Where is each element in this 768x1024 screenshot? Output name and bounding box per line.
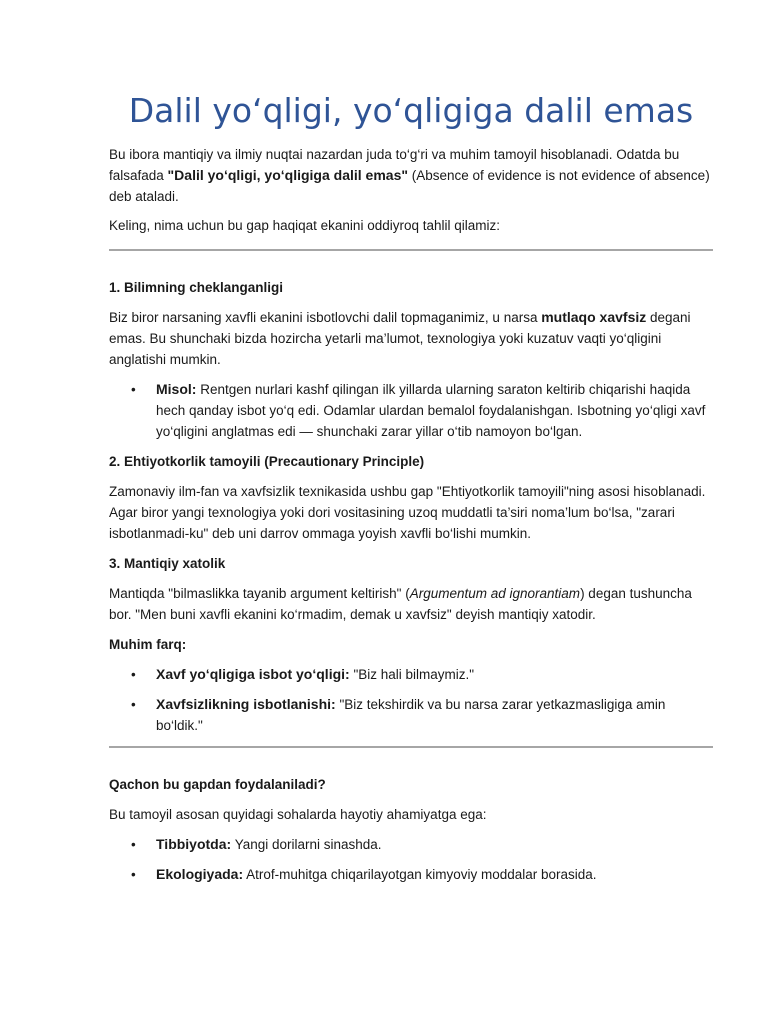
section1-text-before: Biz biror narsaning xavfli ekanini isbotlovchi dalil topmaganimiz, u narsa	[109, 310, 542, 325]
section3-heading: 3. Mantiqiy xatolik	[109, 556, 226, 571]
lead-paragraph: Keling, nima uchun bu gap haqiqat ekanini oddiyroq tahlil qilamiz:	[109, 218, 500, 233]
usage-paragraph: Bu tamoyil asosan quyidagi sohalarda hayotiy ahamiyatga ega:	[109, 807, 487, 822]
horizontal-rule	[109, 249, 713, 251]
section1-heading: 1. Bilimning cheklanganligi	[109, 280, 284, 295]
bullet-icon: •	[131, 837, 136, 852]
bullet-icon: •	[131, 667, 136, 682]
list-item-term: Xavf yo‘qligiga isbot yo‘qligi:	[156, 666, 350, 682]
section2-heading: 2. Ehtiyotkorlik tamoyili (Precautionary Principle)	[109, 454, 425, 469]
intro-bold-phrase: "Dalil yo‘qligi, yo‘qligiga dalil emas"	[167, 167, 408, 183]
section3-paragraph	[109, 583, 713, 625]
section1-list	[109, 379, 713, 442]
section1-text-after: degani emas. Bu shunchaki bizda hozircha yetarli ma’lumot, texnologiya yoki kuzatuv vaqti yo‘qligini anglatishi mumkin.	[109, 310, 691, 367]
difference-heading: Muhim farq:	[109, 637, 187, 652]
list-item-term: Misol:	[156, 381, 197, 397]
section3-text-before: Mantiqda "bilmaslikka tayanib argument keltirish" (	[109, 586, 410, 601]
list-item	[109, 664, 713, 685]
list-item	[109, 864, 713, 885]
bullet-icon: •	[131, 382, 136, 397]
bullet-icon: •	[131, 867, 136, 882]
horizontal-rule	[109, 746, 713, 748]
list-item-text: Atrof-muhitga chiqarilayotgan kimyoviy moddalar borasida.	[243, 867, 597, 882]
list-item-text: Yangi dorilarni sinashda.	[231, 837, 382, 852]
list-item	[109, 834, 713, 855]
list-item	[109, 694, 713, 736]
list-item-text: "Biz hali bilmaymiz."	[349, 667, 475, 682]
section1-bold-phrase: mutlaqo xavfsiz	[541, 309, 647, 325]
list-item-term: Tibbiyotda:	[156, 836, 232, 852]
list-item-term: Xavfsizlikning isbotlanishi:	[156, 696, 336, 712]
document-title: Dalil yo‘qligi, yo‘qligiga dalil emas	[128, 91, 694, 130]
list-item-text: Rentgen nurlari kashf qilingan ilk yillarda ularning saraton keltirib chiqarishi haqida hech qanday isbot yo‘q edi. Odamlar ulardan bemalol foydalanishgan. Isbotning yo‘qligi xavf yo‘qligini anglatmas edi — shunchaki zarar yillar o‘tib namoyon bo‘lgan.	[156, 382, 706, 439]
section1-paragraph	[109, 307, 713, 370]
section3-italic-term: Argumentum ad ignorantiam	[409, 586, 581, 601]
usage-heading: Qachon bu gapdan foydalaniladi?	[109, 777, 326, 792]
document-page	[109, 88, 713, 885]
list-item-text: "Biz tekshirdik va bu narsa zarar yetkazmasligiga amin bo‘ldik."	[156, 697, 666, 733]
usage-list	[109, 834, 713, 885]
list-item-term: Ekologiyada:	[156, 866, 244, 882]
difference-list	[109, 664, 713, 736]
section2-paragraph: Zamonaviy ilm-fan va xavfsizlik texnikasida ushbu gap "Ehtiyotkorlik tamoyili"ning asosi hisoblanadi. Agar biror yangi texnologiya yoki dori vositasining uzoq muddatli ta’siri noma’lum bo‘lsa, "zarari isbotlanmadi-ku" deb uni darrov ommaga yoyish xavfli bo‘lishi mumkin.	[109, 484, 706, 541]
list-item	[109, 379, 713, 442]
intro-text-after: (Absence of evidence is not evidence of absence) deb ataladi.	[109, 168, 710, 204]
intro-text-before: Bu ibora mantiqiy va ilmiy nuqtai nazardan juda to‘g‘ri va muhim tamoyil hisoblanadi. Odatda bu falsafada	[109, 147, 680, 183]
bullet-icon: •	[131, 697, 136, 712]
rule-wrapper	[109, 746, 713, 748]
intro-paragraph	[109, 144, 713, 207]
section3-text-after: ) degan tushuncha bor. "Men buni xavfli ekanini ko‘rmadim, demak u xavfsiz" deyish mantiqiy xatodir.	[109, 586, 692, 622]
